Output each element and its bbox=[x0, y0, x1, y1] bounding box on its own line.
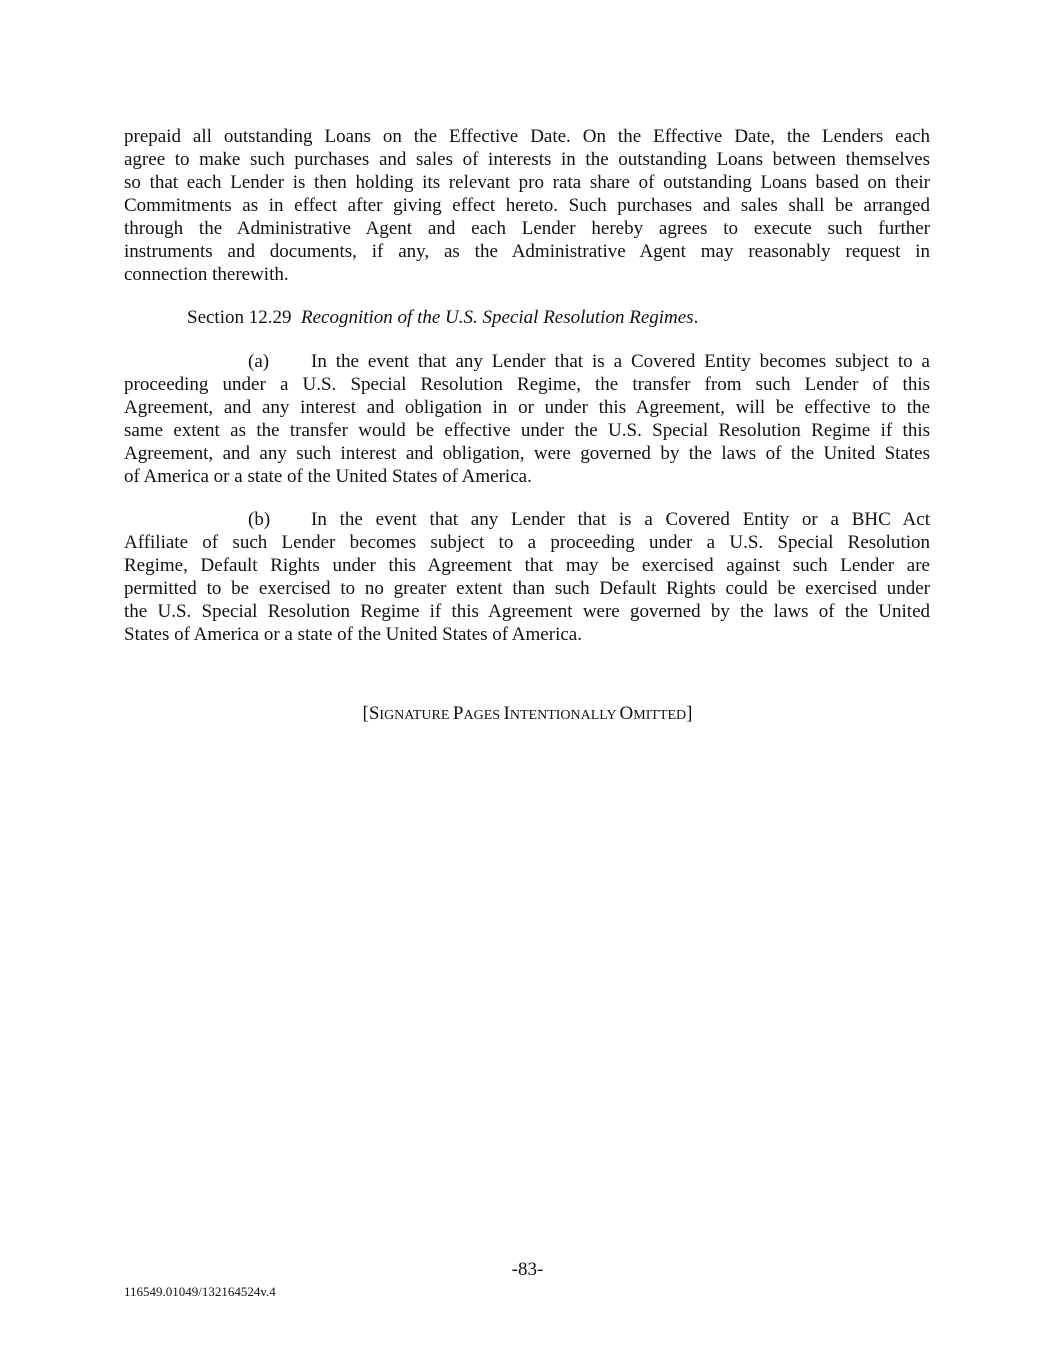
sig-part: ] bbox=[686, 703, 693, 724]
text-line: Affiliate of such Lender becomes subject to a proceeding under a U.S. Special Resolution bbox=[124, 532, 930, 553]
sig-part: MITTED bbox=[633, 708, 687, 723]
sig-part: IGNATURE bbox=[379, 708, 453, 723]
page-number: -83- bbox=[511, 1259, 544, 1280]
paragraph-b bbox=[124, 508, 930, 646]
text-line bbox=[124, 508, 930, 531]
sig-part: AGES bbox=[463, 708, 504, 723]
text-line: States of America or a state of the United States of America. bbox=[124, 624, 582, 645]
text-line: agree to make such purchases and sales of interests in the outstanding Loans between themselves bbox=[124, 149, 930, 170]
sig-part: [S bbox=[362, 703, 380, 724]
text-span: In the event that any Lender that is a Covered Entity becomes subject to a bbox=[311, 351, 930, 372]
text-line: connection therewith. bbox=[124, 264, 289, 285]
text-line: instruments and documents, if any, as the Administrative Agent may reasonably request in bbox=[124, 241, 930, 262]
section-period: . bbox=[693, 307, 699, 328]
text-line: Agreement, and any interest and obligation in or under this Agreement, will be effective to the bbox=[124, 397, 930, 418]
text-line: prepaid all outstanding Loans on the Effective Date. On the Effective Date, the Lenders each bbox=[124, 126, 930, 147]
document-id-footer: 116549.01049/132164524v.4 bbox=[124, 1284, 276, 1299]
paragraph-label: (a) bbox=[248, 351, 270, 372]
text-span: In the event that any Lender that is a Covered Entity or a BHC Act bbox=[311, 509, 930, 530]
sig-part: I bbox=[503, 703, 510, 724]
sig-part: P bbox=[452, 703, 464, 724]
text-line: proceeding under a U.S. Special Resolution Regime, the transfer from such Lender of this bbox=[124, 374, 930, 395]
section-heading bbox=[187, 306, 698, 329]
text-line: permitted to be exercised to no greater extent than such Default Rights could be exercised under bbox=[124, 578, 930, 599]
text-line: of America or a state of the United States of America. bbox=[124, 466, 532, 487]
text-line: same extent as the transfer would be effective under the U.S. Special Resolution Regime if this bbox=[124, 420, 930, 441]
text-line: so that each Lender is then holding its relevant pro rata share of outstanding Loans based on their bbox=[124, 172, 930, 193]
text-line: through the Administrative Agent and each Lender hereby agrees to execute such further bbox=[124, 218, 930, 239]
text-line: Commitments as in effect after giving effect hereto. Such purchases and sales shall be arranged bbox=[124, 195, 930, 216]
sig-part: NTENTIONALLY bbox=[509, 708, 620, 723]
text-line bbox=[124, 350, 930, 373]
text-line: Regime, Default Rights under this Agreement that may be exercised against such Lender are bbox=[124, 555, 930, 576]
section-title: Recognition of the U.S. Special Resolution Regimes bbox=[301, 307, 694, 328]
paragraph-loans bbox=[124, 125, 930, 286]
text-line: the U.S. Special Resolution Regime if this Agreement were governed by the laws of the United bbox=[124, 601, 930, 622]
paragraph-label: (b) bbox=[248, 509, 271, 530]
paragraph-a bbox=[124, 350, 930, 488]
text-line: Agreement, and any such interest and obligation, were governed by the laws of the United States bbox=[124, 443, 930, 464]
sig-part: O bbox=[619, 703, 634, 724]
section-number: Section 12.29 bbox=[187, 307, 292, 328]
signature-pages-omitted bbox=[0, 702, 1055, 727]
